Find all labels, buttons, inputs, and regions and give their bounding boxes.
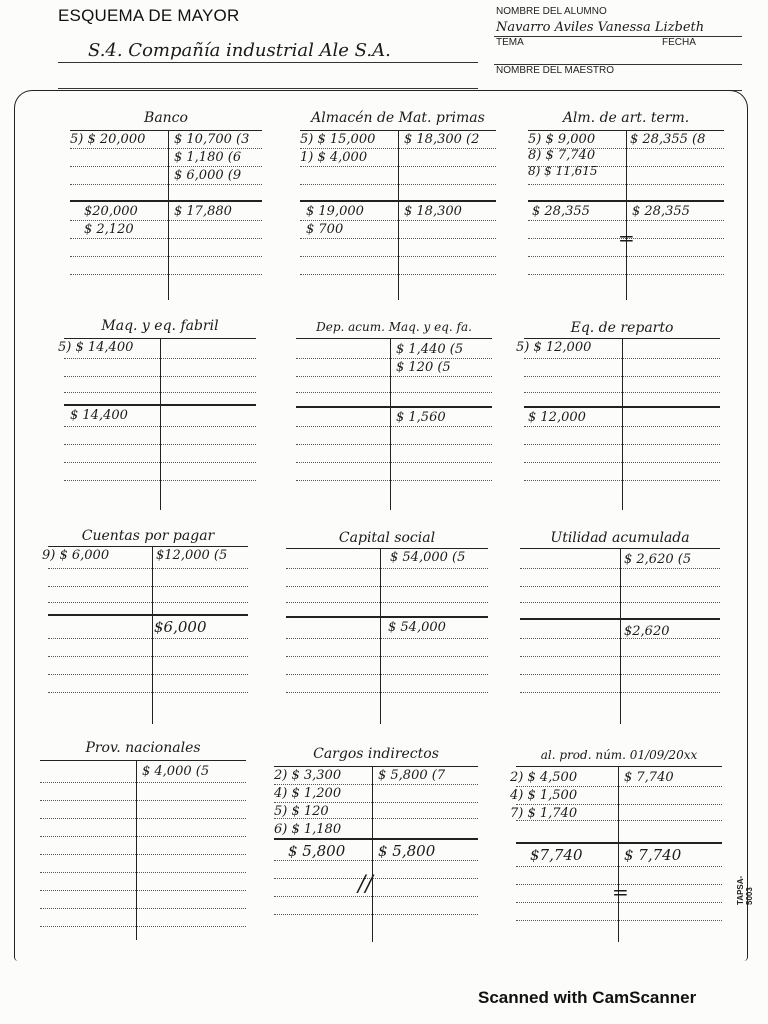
- credit-entry: $ 10,700 (3: [174, 132, 250, 147]
- ruled-line: [48, 602, 248, 603]
- total-rule: [520, 618, 720, 620]
- ruled-line: [40, 782, 246, 783]
- debit-entry: 2) $ 4,500: [510, 770, 578, 785]
- ruled-line: [274, 878, 478, 879]
- t-vertical: [618, 766, 619, 942]
- total-rule: [70, 200, 262, 202]
- credit-entry: $ 28,355 (8: [630, 132, 706, 147]
- ruled-line: [524, 426, 720, 427]
- subject-text: S.4. Compañía industrial Ale S.A.: [88, 40, 391, 61]
- account-title: Maq. y eq. fabril: [101, 318, 219, 334]
- t-vertical: [622, 338, 623, 510]
- total-credit: $2,620: [624, 624, 670, 639]
- account-title: Eq. de reparto: [570, 320, 674, 336]
- ruled-line: [274, 896, 478, 897]
- ruled-line: [528, 220, 724, 221]
- t-vertical: [160, 338, 161, 510]
- ruled-line: [286, 656, 488, 657]
- ruled-line: [70, 148, 262, 149]
- ruled-line: [274, 802, 478, 803]
- ruled-line: [70, 238, 262, 239]
- ruled-line: [296, 376, 492, 377]
- debit-entry: 5) $ 12,000: [516, 340, 592, 355]
- balance: $ 14,400: [70, 408, 128, 423]
- ruled-line: [296, 392, 492, 393]
- t-rule: [48, 546, 248, 547]
- ruled-line: [274, 860, 478, 861]
- student-label: NOMBRE DEL ALUMNO: [496, 6, 607, 17]
- subject-line-2: [58, 88, 478, 89]
- ruled-line: [64, 480, 256, 481]
- balance: $ 700: [306, 222, 344, 237]
- debit-entry: 5) $ 9,000: [528, 132, 596, 147]
- ruled-line: [40, 872, 246, 873]
- scanner-watermark: Scanned with CamScanner: [478, 988, 697, 1007]
- ruled-line: [520, 656, 720, 657]
- total-rule: [528, 200, 724, 202]
- total-credit: $ 54,000: [388, 620, 446, 635]
- debit-entry: 1) $ 4,000: [300, 150, 368, 165]
- total-rule: [300, 200, 496, 202]
- total-credit: $ 1,560: [396, 410, 446, 425]
- account-title: Cuentas por pagar: [81, 528, 215, 544]
- debit-entry: 5) $ 20,000: [70, 132, 146, 147]
- ruled-line: [516, 786, 722, 787]
- total-credit: $ 28,355: [632, 204, 690, 219]
- total-credit: $ 17,880: [174, 204, 232, 219]
- ruled-line: [48, 692, 248, 693]
- ruled-line: [64, 392, 256, 393]
- total-credit: $ 5,800: [378, 842, 436, 860]
- account-dep-acum: [296, 318, 492, 510]
- account-title: Cargos indirectos: [313, 746, 439, 762]
- ruled-line: [524, 376, 720, 377]
- total-rule: [274, 838, 478, 840]
- total-credit: $ 7,740: [624, 846, 682, 864]
- credit-entry: $ 18,300 (2: [404, 132, 480, 147]
- total-rule: [296, 406, 492, 408]
- total-rule: [286, 616, 488, 618]
- debit-entry: 4) $ 1,500: [510, 788, 578, 803]
- account-proveedores: [40, 740, 246, 940]
- ruled-line: [520, 674, 720, 675]
- ruled-line: [524, 444, 720, 445]
- ruled-line: [286, 568, 488, 569]
- total-debit: $ 28,355: [532, 204, 590, 219]
- ruled-line: [274, 784, 478, 785]
- t-rule: [516, 766, 722, 767]
- debit-entry: 5) $ 15,000: [300, 132, 376, 147]
- ruled-line: [70, 274, 262, 275]
- account-almacen-mp: [300, 108, 496, 300]
- t-vertical: [620, 548, 621, 724]
- total-credit: $ 18,300: [404, 204, 462, 219]
- ruled-line: [48, 638, 248, 639]
- t-vertical: [390, 338, 391, 510]
- total-rule: [64, 404, 256, 406]
- total-credit: $6,000: [154, 618, 207, 636]
- ruled-line: [286, 674, 488, 675]
- closing-mark: =: [618, 226, 635, 250]
- account-capital: [286, 528, 488, 724]
- ruled-line: [40, 854, 246, 855]
- ruled-line: [528, 256, 724, 257]
- ruled-line: [524, 462, 720, 463]
- credit-entry: $ 7,740: [624, 770, 674, 785]
- account-banco: [70, 108, 262, 300]
- ruled-line: [48, 656, 248, 657]
- total-debit: $ 19,000: [306, 204, 364, 219]
- ruled-line: [70, 220, 262, 221]
- ruled-line: [300, 148, 496, 149]
- ruled-line: [274, 914, 478, 915]
- credit-entry: $ 4,000 (5: [142, 764, 210, 779]
- ruled-line: [48, 568, 248, 569]
- ruled-line: [300, 166, 496, 167]
- ruled-line: [40, 800, 246, 801]
- closing-mark: //: [358, 872, 373, 897]
- credit-entry: $ 54,000 (5: [390, 550, 466, 565]
- ruled-line: [516, 920, 722, 921]
- ruled-line: [286, 586, 488, 587]
- account-cuentas-pagar: [42, 528, 248, 724]
- account-maquinaria: [58, 318, 256, 510]
- total-debit: $ 5,800: [288, 842, 346, 860]
- ruled-line: [528, 274, 724, 275]
- account-title: Alm. de art. term.: [562, 110, 690, 126]
- debit-entry: 8) $ 7,740: [528, 148, 596, 163]
- ruled-line: [524, 358, 720, 359]
- t-rule: [296, 338, 492, 339]
- ruled-line: [286, 692, 488, 693]
- ruled-line: [48, 586, 248, 587]
- closing-mark: =: [612, 880, 629, 904]
- ruled-line: [520, 568, 720, 569]
- ruled-line: [64, 462, 256, 463]
- ruled-line: [296, 426, 492, 427]
- ruled-line: [296, 444, 492, 445]
- topic-label: TEMA: [496, 37, 524, 48]
- ruled-line: [300, 256, 496, 257]
- debit-entry: 6) $ 1,180: [274, 822, 342, 837]
- debit-entry: 9) $ 6,000: [42, 548, 110, 563]
- total-rule: [48, 614, 248, 616]
- debit-entry: 2) $ 3,300: [274, 768, 342, 783]
- debit-entry: 5) $ 120: [274, 804, 329, 819]
- ruled-line: [48, 674, 248, 675]
- debit-entry: 4) $ 1,200: [274, 786, 342, 801]
- date-label: FECHA: [662, 37, 696, 48]
- ruled-line: [524, 392, 720, 393]
- ruled-line: [40, 908, 246, 909]
- page-title: ESQUEMA DE MAYOR: [58, 6, 240, 25]
- account-title: Prov. nacionales: [85, 740, 201, 756]
- ruled-line: [70, 184, 262, 185]
- account-title: Utilidad acumulada: [550, 530, 690, 546]
- t-rule: [286, 548, 488, 549]
- ruled-line: [296, 358, 492, 359]
- balance: $ 2,120: [84, 222, 134, 237]
- debit-entry: 5) $ 14,400: [58, 340, 134, 355]
- total-debit: $7,740: [530, 846, 583, 864]
- t-vertical: [136, 760, 137, 940]
- ruled-line: [300, 274, 496, 275]
- account-title: Capital social: [338, 530, 436, 546]
- account-cargos-indirectos: [274, 746, 478, 942]
- balance: $ 12,000: [528, 410, 586, 425]
- ruled-line: [286, 638, 488, 639]
- t-rule: [40, 760, 246, 761]
- ruled-line: [516, 804, 722, 805]
- student-line: [494, 36, 742, 37]
- credit-entry: $ 120 (5: [396, 360, 451, 375]
- ruled-line: [520, 602, 720, 603]
- credit-entry: $ 1,180 (6: [174, 150, 242, 165]
- ruled-line: [70, 256, 262, 257]
- student-name: Navarro Aviles Vanessa Lizbeth: [496, 20, 705, 35]
- t-rule: [274, 766, 478, 767]
- ruled-line: [300, 184, 496, 185]
- ruled-line: [40, 926, 246, 927]
- form-code: TAPSA-5003: [736, 875, 754, 905]
- debit-entry: 7) $ 1,740: [510, 806, 578, 821]
- total-debit: $20,000: [84, 204, 138, 219]
- credit-entry: $12,000 (5: [156, 548, 228, 563]
- subject-line: [58, 62, 478, 63]
- account-almacen-at: [528, 108, 724, 300]
- account-produccion: [510, 746, 722, 942]
- t-vertical: [380, 548, 381, 724]
- ruled-line: [64, 426, 256, 427]
- credit-entry: $ 6,000 (9: [174, 168, 242, 183]
- ruled-line: [524, 480, 720, 481]
- t-vertical: [372, 766, 373, 942]
- ruled-line: [520, 692, 720, 693]
- ruled-line: [286, 602, 488, 603]
- account-title: Dep. acum. Maq. y eq. fa.: [316, 320, 472, 334]
- account-title: Almacén de Mat. primas: [311, 110, 485, 126]
- total-rule: [524, 406, 720, 408]
- t-vertical: [152, 546, 153, 724]
- ruled-line: [40, 890, 246, 891]
- ruled-line: [520, 638, 720, 639]
- ruled-line: [520, 586, 720, 587]
- ruled-line: [516, 866, 722, 867]
- account-eq-reparto: [516, 318, 720, 510]
- ruled-line: [64, 358, 256, 359]
- credit-entry: $ 2,620 (5: [624, 552, 692, 567]
- account-utilidad: [520, 528, 720, 724]
- account-title: Banco: [144, 110, 188, 126]
- ruled-line: [296, 480, 492, 481]
- t-rule: [70, 130, 262, 131]
- ruled-line: [528, 184, 724, 185]
- credit-entry: $ 5,800 (7: [378, 768, 446, 783]
- teacher-label: NOMBRE DEL MAESTRO: [496, 65, 614, 76]
- account-title: al. prod. núm. 01/09/20xx: [540, 748, 698, 762]
- debit-entry: 8) $ 11,615: [528, 164, 598, 178]
- total-rule: [516, 842, 722, 844]
- ruled-line: [40, 836, 246, 837]
- ruled-line: [296, 462, 492, 463]
- ruled-line: [64, 376, 256, 377]
- ruled-line: [300, 238, 496, 239]
- ruled-line: [40, 818, 246, 819]
- ruled-line: [70, 166, 262, 167]
- credit-entry: $ 1,440 (5: [396, 342, 464, 357]
- ruled-line: [300, 220, 496, 221]
- ruled-line: [64, 444, 256, 445]
